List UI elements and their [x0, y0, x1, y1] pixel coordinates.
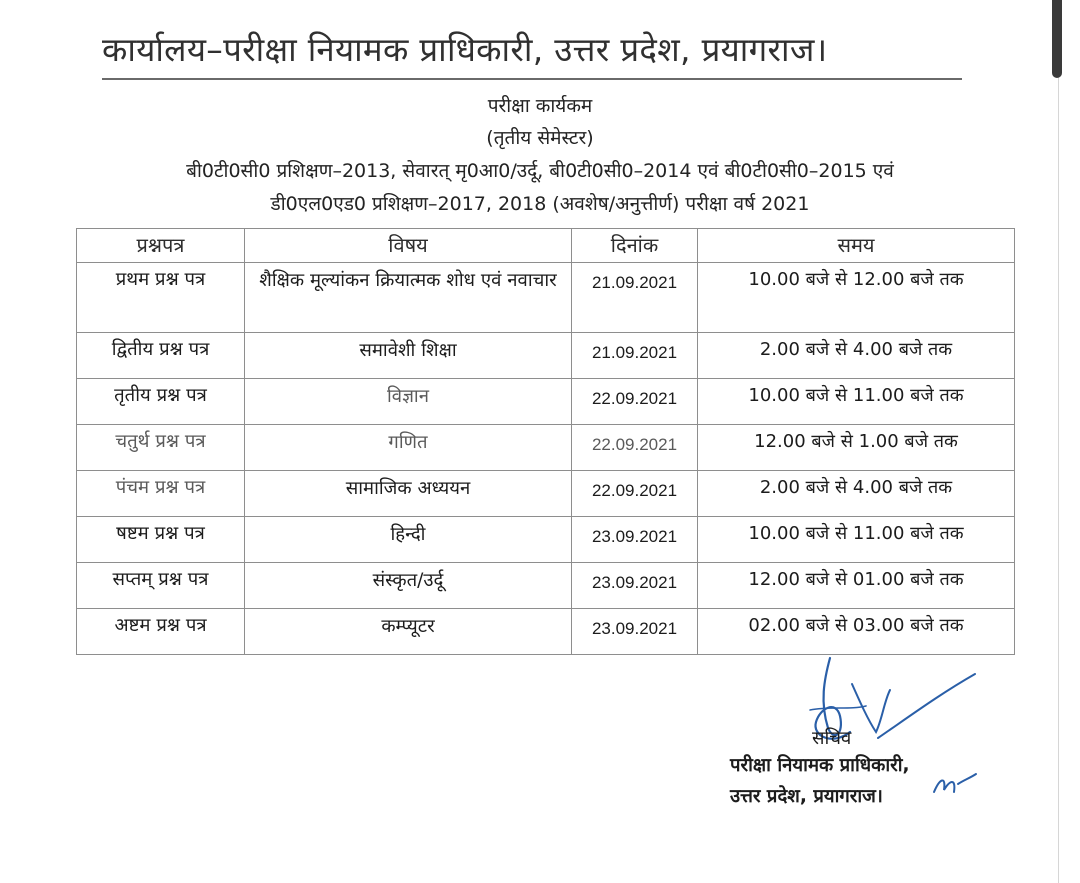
date-cell: 21.09.2021: [572, 333, 698, 379]
date-cell: 22.09.2021: [572, 471, 698, 517]
page-edge: [1058, 0, 1059, 883]
subject-cell: समावेशी शिक्षा: [245, 333, 572, 379]
subject-cell: संस्कृत/उर्दू: [245, 563, 572, 609]
date-cell: 22.09.2021: [572, 379, 698, 425]
subject-cell: शैक्षिक मूल्यांकन क्रियात्मक शोध एवं नवाचार: [245, 263, 572, 333]
date-cell: 23.09.2021: [572, 563, 698, 609]
table-row: [77, 333, 1015, 379]
time-cell: 10.00 बजे से 11.00 बजे तक: [698, 517, 1015, 563]
paper-cell: सप्तम् प्रश्न पत्र: [77, 563, 245, 609]
time-cell: 12.00 बजे से 01.00 बजे तक: [698, 563, 1015, 609]
exam-schedule-heading: परीक्षा कार्यकम: [487, 95, 593, 117]
table-row: [77, 563, 1015, 609]
subject-cell: हिन्दी: [245, 517, 572, 563]
course-heading-line-1: बी0टी0सी0 प्रशिक्षण–2013, सेवारत् मृ0आ0/उर्दू, बी0टी0सी0–2014 एवं बी0टी0सी0–2015 एवं: [186, 160, 894, 182]
signatory-office-line-2: उत्तर प्रदेश, प्रयागराज।: [730, 786, 883, 807]
signatory-designation: सचिव: [812, 728, 852, 749]
paper-cell: चतुर्थ प्रश्न पत्र: [77, 425, 245, 471]
scrollbar-thumb[interactable]: [1052, 0, 1062, 78]
header-paper: प्रश्नपत्र: [77, 229, 245, 263]
paper-cell: अष्टम प्रश्न पत्र: [77, 609, 245, 655]
date-cell: 23.09.2021: [572, 609, 698, 655]
paper-cell: पंचम प्रश्न पत्र: [77, 471, 245, 517]
exam-schedule-table: [76, 228, 1015, 655]
paper-cell: षष्टम प्रश्न पत्र: [77, 517, 245, 563]
table-row: [77, 425, 1015, 471]
table-row: [77, 379, 1015, 425]
table-header-row: [77, 229, 1015, 263]
time-cell: 10.00 बजे से 12.00 बजे तक: [698, 263, 1015, 333]
initials-mark: [930, 770, 980, 800]
time-cell: 2.00 बजे से 4.00 बजे तक: [698, 333, 1015, 379]
time-cell: 10.00 बजे से 11.00 बजे तक: [698, 379, 1015, 425]
date-cell: 22.09.2021: [572, 425, 698, 471]
table-row: [77, 609, 1015, 655]
table-row: [77, 517, 1015, 563]
header-subject: विषय: [245, 229, 572, 263]
paper-cell: तृतीय प्रश्न पत्र: [77, 379, 245, 425]
signatory-office-line-1: परीक्षा नियामक प्राधिकारी,: [730, 755, 910, 776]
paper-cell: प्रथम प्रश्न पत्र: [77, 263, 245, 333]
table-row: [77, 263, 1015, 333]
date-cell: 21.09.2021: [572, 263, 698, 333]
title-underline: [102, 78, 962, 80]
office-title: कार्यालय–परीक्षा नियामक प्राधिकारी, उत्तर प्रदेश, प्रयागराज।: [102, 30, 828, 69]
subject-cell: सामाजिक अध्ययन: [245, 471, 572, 517]
header-date: दिनांक: [572, 229, 698, 263]
time-cell: 12.00 बजे से 1.00 बजे तक: [698, 425, 1015, 471]
date-cell: 23.09.2021: [572, 517, 698, 563]
table-row: [77, 471, 1015, 517]
subject-cell: गणित: [245, 425, 572, 471]
subject-cell: कम्प्यूटर: [245, 609, 572, 655]
semester-heading: (तृतीय सेमेस्टर): [486, 127, 594, 149]
subject-cell: विज्ञान: [245, 379, 572, 425]
time-cell: 02.00 बजे से 03.00 बजे तक: [698, 609, 1015, 655]
header-time: समय: [698, 229, 1015, 263]
time-cell: 2.00 बजे से 4.00 बजे तक: [698, 471, 1015, 517]
course-heading-line-2: डी0एल0एड0 प्रशिक्षण–2017, 2018 (अवशेष/अनुत्तीर्ण) परीक्षा वर्ष 2021: [270, 193, 810, 215]
paper-cell: द्वितीय प्रश्न पत्र: [77, 333, 245, 379]
